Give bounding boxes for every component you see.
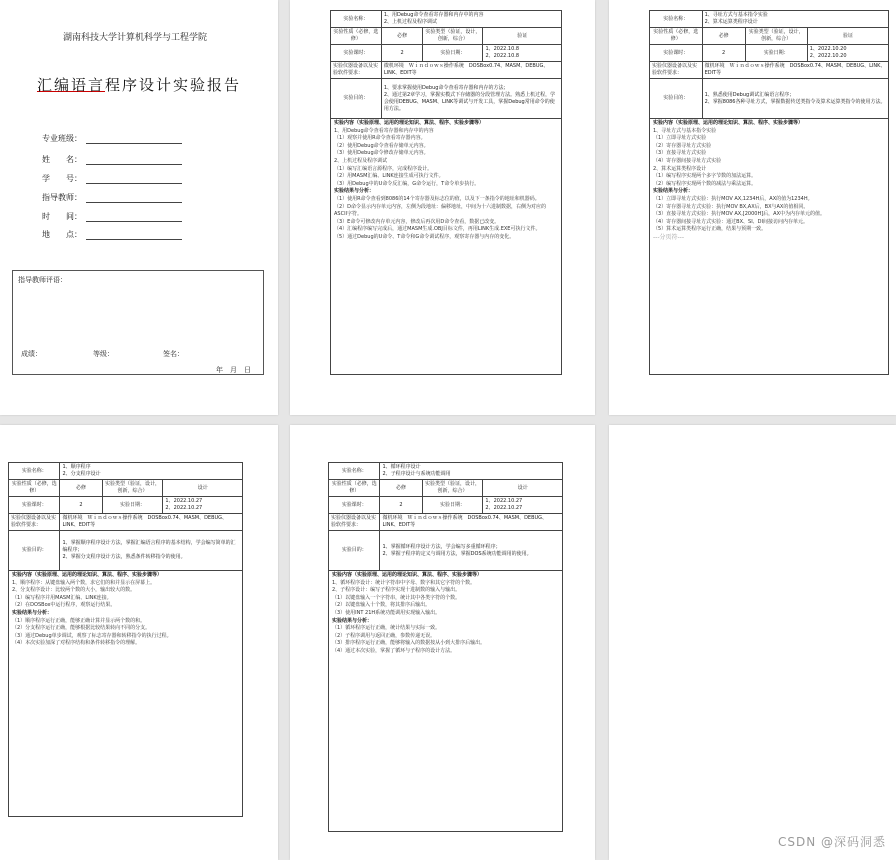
hours-value: 2	[380, 497, 422, 514]
result-line: （4）通过本次实验，掌握了循环与子程序的设计方法。	[332, 647, 456, 654]
date-label: 实验日期：	[422, 497, 483, 514]
exp-type-value: 必修	[380, 480, 422, 497]
exp-name-value: 1、寻址方式与基本指令实验 2、算术运算类程序设计	[702, 11, 888, 28]
report-header-table	[649, 10, 889, 119]
result-line: （5）算术运算类程序运行正确，结果与预期一致。	[653, 226, 767, 233]
goal-value: 1、掌握顺序程序设计方法，掌握汇编语言程序的基本结构，学会编写简单的汇编程序； 2、掌握分支程序设计方法，熟悉条件转移指令的使用。	[60, 531, 243, 571]
exp-type-value: 必修	[702, 28, 745, 45]
report-header-table	[330, 10, 562, 119]
report-header-table	[8, 462, 243, 571]
result-heading: 实验结果与分析：	[12, 609, 53, 616]
date-value: 1、2022.10.27 2、2022.10.27	[483, 497, 563, 514]
exp-kind-label: 实验类型（验证，设计，创新，综合）	[423, 28, 483, 45]
env-label: 实验仪器设备以及实验软件要求：	[650, 62, 703, 79]
result-line: （4）本次实验加深了对程序结构和条件转移指令的理解。	[12, 640, 141, 647]
env-label: 实验仪器设备以及实验软件要求：	[331, 62, 382, 79]
env-value: 微机环境 Ｗｉｎｄｏｗｓ操作系统 DOSBox0.74、MASM、DEBUG、LINK、EDIT等	[380, 514, 563, 531]
field-teacher: 指导教师：	[42, 192, 182, 203]
exp-name-label: 实验名称：	[650, 11, 703, 28]
goal-value: 1、掌握循环程序设计方法，学会编写多重循环程序； 2、掌握子程序的定义与调用方法，掌握DOS系统功能调用的使用。	[380, 531, 563, 571]
content-line: 1、用Debug命令查看寄存器和内存中的内容	[334, 127, 434, 134]
env-label: 实验仪器设备以及实验软件要求：	[329, 514, 380, 531]
content-line: （1）观察并使用R命令查看寄存器内容。	[334, 135, 426, 142]
goal-label: 实验目的：	[329, 531, 380, 571]
content-line: 2、分支程序设计：比较两个数的大小，输出较大的数。	[12, 587, 136, 594]
content-line: 1、寻址方式与基本指令实验	[653, 127, 717, 134]
cover-page[interactable]	[0, 0, 278, 415]
content-line: （2）用MASM汇编、LINK连接生成可执行文件。	[334, 173, 444, 180]
content-line: （2）在DOSBox中运行程序，观察运行结果。	[12, 602, 116, 609]
exp-kind-label: 实验类型（验证，设计，创新，综合）	[745, 28, 807, 45]
date-value: 1、2022.10.27 2、2022.10.27	[163, 497, 243, 514]
page-break-mark: ---分页符---	[653, 233, 684, 241]
content-line: 1、顺序程序：从键盘输入两个数，求它们的和并显示在屏幕上。	[12, 579, 156, 586]
content-line: （1）编写程序并用MASM汇编、LINK连接。	[12, 594, 112, 601]
comment-label: 指导教师评语：	[18, 276, 67, 284]
exp-type-label: 实验性质（必修，选修）	[331, 28, 382, 45]
exp-kind-label: 实验类型（验证，设计，创新，综合）	[422, 480, 483, 497]
exp-type-label: 实验性质（必修，选修）	[9, 480, 60, 497]
field-name: 姓 名：	[42, 154, 182, 165]
content-heading: 实验内容（实验原理、运用的理论知识、算法、程序、实验步骤等）	[334, 120, 485, 126]
goal-label: 实验目的：	[9, 531, 60, 571]
exp-kind-value: 验证	[483, 28, 562, 45]
date-label: 实验日期：	[745, 45, 807, 62]
university-name: 湖南科技大学计算机科学与工程学院	[62, 33, 207, 43]
result-line: （2）D命令显示内存单元内容，左侧为段地址：偏移地址，中间为十六进制数据，右侧为对应的ASCII字符。	[334, 203, 547, 218]
score-label: 成绩：	[21, 350, 42, 358]
hours-label: 实验课时：	[9, 497, 60, 514]
date-label: 实验日期：	[423, 45, 483, 62]
content-line: （2）编写程序实现两个数的减法与乘法运算。	[653, 180, 757, 187]
result-line: （3）直接寻址方式实验：执行MOV AX,[2000H]后，AX中为内存单元的值。	[653, 211, 826, 218]
field-time: 时 间：	[42, 211, 182, 222]
report-page-4[interactable]	[290, 425, 595, 860]
report-body	[328, 571, 563, 832]
hours-label: 实验课时：	[331, 45, 382, 62]
content-line: （3）用Debug中的U命令反汇编，G命令运行，T命令单步执行。	[334, 180, 480, 187]
exp-type-label: 实验性质（必修，选修）	[650, 28, 703, 45]
grade-label: 等级：	[93, 350, 114, 358]
hours-value: 2	[381, 45, 423, 62]
result-line: （4）汇编程序编写完成后，通过MASM生成.OBJ目标文件，再用LINK生成.EXE可执行文件。	[334, 226, 541, 233]
field-place: 地 点：	[42, 229, 182, 240]
result-line: （2）寄存器寻址方式实验：执行MOV BX,AX后，BX与AX的值相同。	[653, 203, 809, 210]
hours-label: 实验课时：	[329, 497, 380, 514]
content-heading: 实验内容（实验原理、运用的理论知识、算法、程序、实验步骤等）	[12, 572, 163, 578]
report-page-1[interactable]	[290, 0, 595, 415]
exp-name-value: 1、顺序程序 2、分支程序设计	[60, 463, 243, 480]
exp-kind-label: 实验类型（验证，设计，创新，综合）	[102, 480, 163, 497]
report-page-3[interactable]	[0, 425, 278, 860]
result-line: （1）使用R命令查看到8086的14个寄存器及标志位的值，以及下一条指令的地址和机器码。	[334, 195, 540, 202]
result-line: （1）立即寻址方式实验：执行MOV AX,1234H后，AX的值为1234H。	[653, 195, 813, 202]
exp-name-label: 实验名称：	[9, 463, 60, 480]
report-body	[8, 571, 243, 817]
date-label: 实验日期：	[102, 497, 163, 514]
watermark: CSDN @深码洞悉	[777, 835, 886, 849]
env-value: 微机环境 Ｗｉｎｄｏｗｓ操作系统 DOSBox0.74、MASM、DEBUG、LINK、EDIT等	[381, 62, 561, 79]
content-line: 1、循环程序设计：统计字符串中字母、数字和其它字符的个数。	[332, 579, 476, 586]
result-line: （3）通过Debug单步调试，观察了标志寄存器和转移指令的执行过程。	[12, 632, 172, 639]
field-class: 专业班级：	[42, 133, 182, 144]
content-line: （1）以键盘输入一个字符串，统计其中各类字符的个数。	[332, 594, 461, 601]
report-title	[20, 74, 258, 95]
env-value: 微机环境 Ｗｉｎｄｏｗｓ操作系统 DOSBox0.74、MASM、DEBUG、LINK、EDIT等	[702, 62, 888, 79]
date-value: 1、2022.10.8 2、2022.10.8	[483, 45, 562, 62]
report-body	[330, 119, 562, 375]
exp-type-value: 必修	[381, 28, 423, 45]
result-line: （5）通过Debug的U命令、T命令和G命令调试程序，观察寄存器与内存的变化。	[334, 233, 515, 240]
content-line: （1）编写程序实现两个多字节数的加法运算。	[653, 173, 757, 180]
date-value: 1、2022.10.20 2、2022.10.20	[807, 45, 888, 62]
result-heading: 实验结果与分析：	[334, 188, 375, 195]
exp-name-value: 1、用Debug命令查看寄存器和内存中的内容 2、上机过程及程序调试	[381, 11, 561, 28]
comment-box	[12, 270, 264, 375]
exp-name-label: 实验名称：	[329, 463, 380, 480]
env-label: 实验仪器设备以及实验软件要求：	[9, 514, 60, 531]
result-heading: 实验结果与分析：	[332, 617, 373, 624]
result-line: （2）子程序调用与返回正确，参数传递无误。	[332, 632, 436, 639]
result-line: （3）E命令可修改内存单元内容，修改后再次用D命令查看，数据已改变。	[334, 218, 500, 225]
exp-kind-value: 设计	[163, 480, 243, 497]
result-line: （4）寄存器间接寻址方式实验：通过BX、SI、DI间接访问内存单元。	[653, 218, 809, 225]
content-line: （1）立即寻址方式实验	[653, 135, 707, 142]
sign-label: 签名：	[163, 350, 184, 358]
content-line: （4）寄存器间接寻址方式实验	[653, 157, 722, 164]
content-heading: 实验内容（实验原理、运用的理论知识、算法、程序、实验步骤等）	[653, 120, 804, 126]
result-line: （1）顺序程序运行正确，能够正确计算并显示两个数的和。	[12, 617, 146, 624]
goal-label: 实验目的：	[331, 79, 382, 119]
exp-name-value: 1、循环程序设计 2、子程序设计与系统功能调用	[380, 463, 563, 480]
exp-kind-value: 设计	[483, 480, 563, 497]
result-line: （1）循环程序运行正确，统计结果与实际一致。	[332, 625, 441, 632]
exp-type-label: 实验性质（必修，选修）	[329, 480, 380, 497]
title-underlined: 汇编语言	[36, 76, 105, 94]
content-line: （2）寄存器寻址方式实验	[653, 142, 712, 149]
title-rest: 程序设计实验报告	[105, 76, 242, 94]
content-line: （3）使用Debug命令修改存储单元内容。	[334, 150, 429, 157]
content-line: （3）直接寻址方式实验	[653, 150, 707, 157]
content-heading: 实验内容（实验原理、运用的理论知识、算法、程序、实验步骤等）	[332, 572, 483, 578]
content-line: 2、上机过程及程序调试	[334, 157, 388, 164]
report-body	[649, 119, 889, 375]
exp-kind-value: 验证	[807, 28, 888, 45]
result-line: （3）排序程序运行正确，能够将输入的数据按从小到大排序后输出。	[332, 640, 486, 647]
content-line: 2、子程序设计：编写子程序实现十进制数的输入与输出。	[332, 587, 461, 594]
content-line: （2）使用Debug命令查看存储单元内容。	[334, 142, 429, 149]
exp-name-label: 实验名称：	[331, 11, 382, 28]
content-line: 2、算术运算类程序设计	[653, 165, 707, 172]
goal-label: 实验目的：	[650, 79, 703, 119]
exp-type-value: 必修	[60, 480, 102, 497]
env-value: 微机环境 Ｗｉｎｄｏｗｓ操作系统 DOSBox0.74、MASM、DEBUG、LINK、EDIT等	[60, 514, 243, 531]
content-line: （3）使用INT 21H系统功能调用实现输入输出。	[332, 609, 441, 616]
report-header-table	[328, 462, 563, 571]
goal-value: 1、要求掌握使用Debug命令查看寄存器和内存的方法； 2、通过第2章学习，掌握实模式下存储器的分段管理方法。熟悉上机过程，学会使用DEBUG、MASM、LINK等调试与开发工具，掌握Debug常用命令的使用方法。	[381, 79, 561, 119]
date-label: 年 月 日	[216, 366, 251, 374]
content-line: （2）以键盘输入十个数，将其排序后输出。	[332, 602, 431, 609]
report-page-2[interactable]	[609, 0, 896, 415]
blank-page[interactable]	[609, 425, 896, 860]
content-line: （1）编写汇编语言源程序，完成程序设计。	[334, 165, 433, 172]
goal-value: 1、熟悉使用Debug调试汇编语言程序； 2、掌握8086各种寻址方式，掌握数据传送类指令及算术运算类指令的使用方法。	[702, 79, 888, 119]
hours-value: 2	[60, 497, 102, 514]
hours-label: 实验课时：	[650, 45, 703, 62]
result-line: （2）分支程序运行正确，能够根据比较结果转向不同的分支。	[12, 625, 151, 632]
field-id: 学 号：	[42, 173, 182, 184]
result-heading: 实验结果与分析：	[653, 188, 694, 195]
hours-value: 2	[702, 45, 745, 62]
